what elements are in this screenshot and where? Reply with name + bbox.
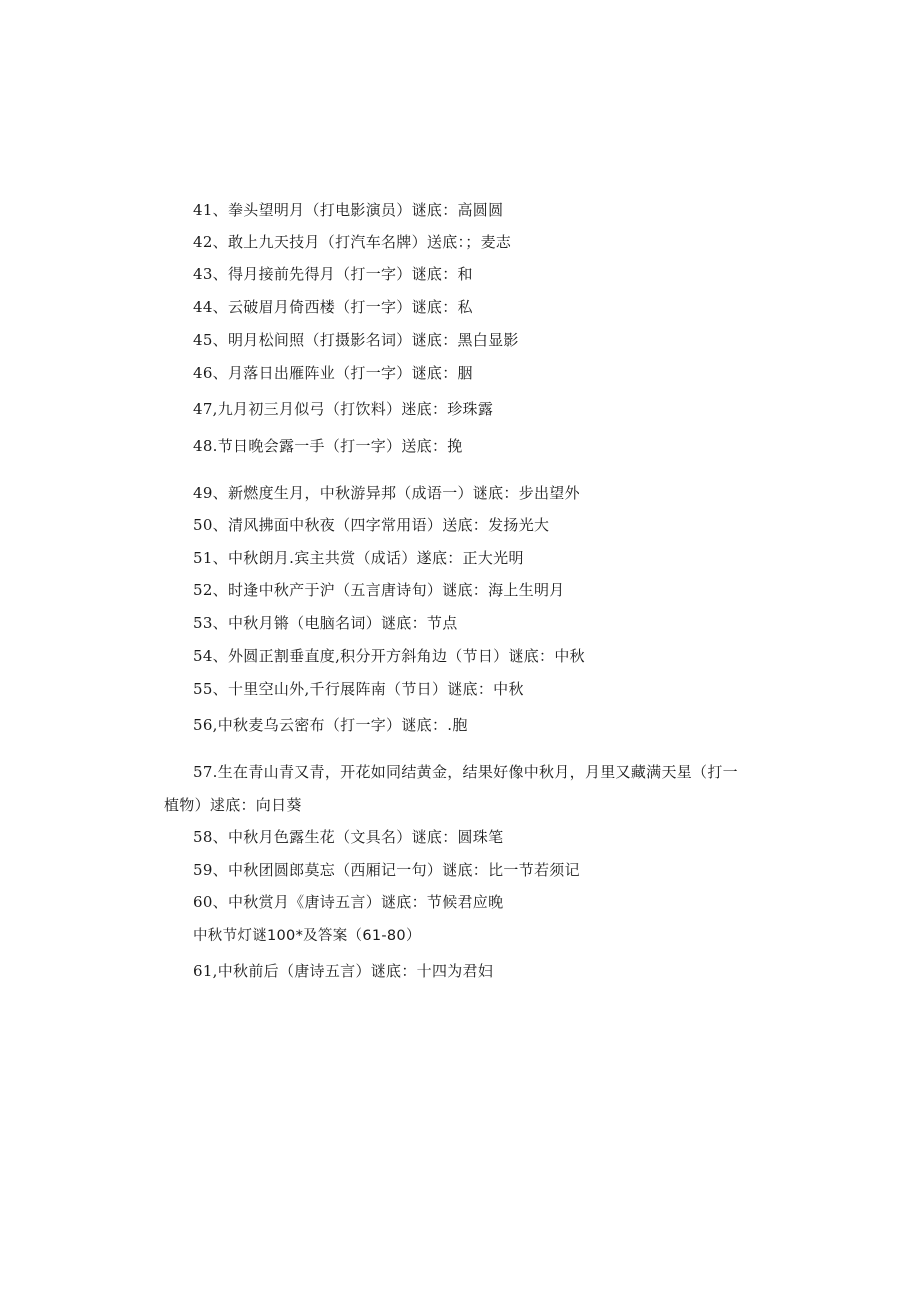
riddle-44: 44、云破眉月倚西楼（打一字）谜底：私 [193, 298, 473, 316]
section-heading: 中秋节灯谜100*及答案（61-80） [193, 928, 421, 944]
riddle-53: 53、中秋月锵（电脑名词）谜底：节点 [193, 614, 458, 632]
riddle-58: 58、中秋月色露生花（文具名）谜底：圆珠笔 [193, 828, 504, 846]
riddle-61: 61,中秋前后（唐诗五言）谜底：十四为君妇 [193, 962, 494, 980]
riddle-43: 43、得月接前先得月（打一字）谜底：和 [193, 265, 473, 283]
riddle-56: 56,中秋麦乌云密布（打一字）谜底：.胞 [193, 716, 468, 734]
riddle-59: 59、中秋团圆郎莫忘（西厢记一句）谜底：比一节若须记 [193, 861, 580, 879]
riddle-48: 48.节日晚会露一手（打一字）送底：挽 [193, 437, 463, 455]
riddle-46: 46、月落日出雁阵业（打一字）谜底：胭 [193, 364, 473, 382]
riddle-50: 50、清风拂面中秋夜（四字常用语）送底：发扬光大 [193, 516, 550, 534]
riddle-42: 42、敢上九天技月（打汽车名牌）送底：；麦志 [193, 233, 512, 251]
riddle-49: 49、新燃度生月，中秋游异邦（成语一）谜底：步出望外 [193, 484, 580, 502]
riddle-60: 60、中秋赏月《唐诗五言）谜底：节候君应晚 [193, 893, 504, 911]
riddle-55: 55、十里空山外,千行展阵南（节日）谜底：中秋 [193, 680, 524, 698]
riddle-41: 41、拳头望明月（打电影演员）谜底：高圆圆 [193, 201, 504, 219]
riddle-51: 51、中秋朗月.宾主共赏（成话）遂底：正大光明 [193, 549, 524, 567]
riddle-57: 57.生在青山青又青，开花如同结黄金，结果好像中秋月，月里又藏满天星（打一 [193, 763, 738, 781]
riddle-45: 45、明月松间照（打摄影名词）谜底：黑白显影 [193, 331, 519, 349]
riddle-52: 52、时逢中秋产于沪（五言唐诗旬）谜底：海上生明月 [193, 581, 565, 599]
riddle-47: 47,九月初三月似弓（打饮料）迷底：珍珠露 [193, 400, 494, 418]
riddle-54: 54、外圆正割垂直度,积分开方斜角边（节日）谜底：中秋 [193, 647, 585, 665]
riddle-57-continued: 植物）逑底：向日葵 [164, 796, 302, 814]
